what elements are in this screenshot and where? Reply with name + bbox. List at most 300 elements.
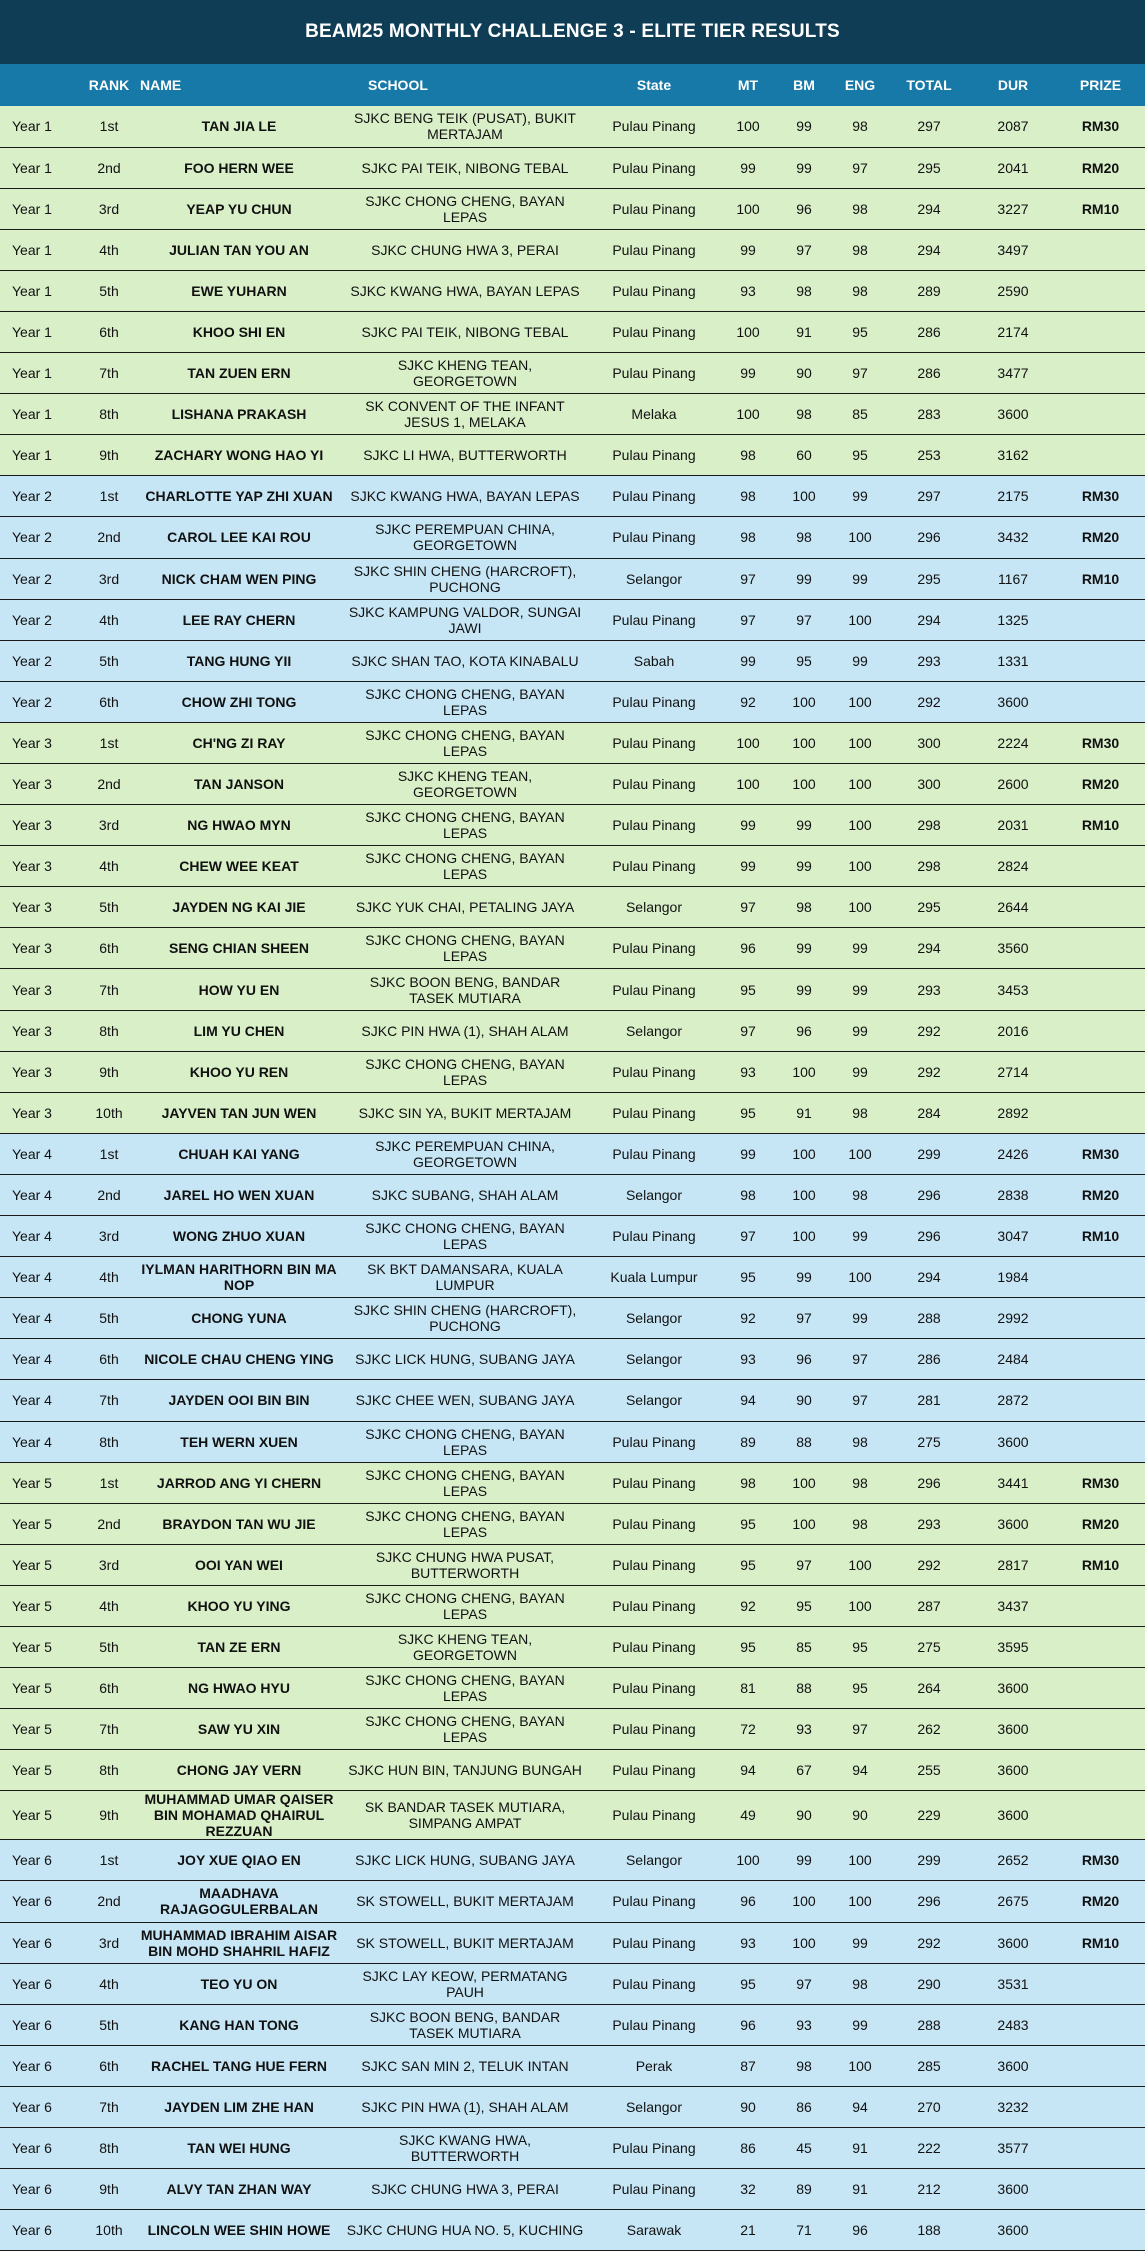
state-cell: Selangor: [625, 2098, 683, 2115]
state-cell: Pulau Pinang: [612, 1680, 696, 1697]
table-row: [0, 1626, 1145, 1667]
bm-cell: 88: [796, 1680, 812, 1697]
name-cell: JOY XUE QIAO EN: [177, 1852, 301, 1869]
table-row: [0, 106, 1145, 147]
school-cell: SJKC YUK CHAI, PETALING JAYA: [355, 899, 575, 916]
dur-cell: 3453: [997, 981, 1029, 998]
header-prize: PRIZE: [1079, 77, 1122, 93]
prize-cell: [1056, 2004, 1145, 2045]
eng-cell: 100: [848, 1597, 872, 1614]
dur-cell: 3600: [997, 1762, 1029, 1779]
rank-cell: 5th: [99, 282, 119, 299]
name-cell: MUHAMMAD UMAR QAISER BIN MOHAMAD QHAIRUL REZZUAN: [144, 1791, 334, 1840]
total-cell: 294: [917, 241, 941, 258]
table-row: [0, 969, 1145, 1010]
prize-cell: [1056, 1380, 1145, 1421]
mt-cell: 100: [736, 1852, 760, 1869]
bm-cell: 99: [796, 1852, 812, 1869]
table-row: [0, 1668, 1145, 1709]
dur-cell: 2644: [997, 899, 1029, 916]
prize-cell: [1056, 353, 1145, 394]
school-cell: SJKC CHONG CHENG, BAYAN LEPAS: [365, 1055, 565, 1088]
rank-cell: 1st: [99, 488, 119, 505]
results-table: [0, 64, 1145, 2251]
dur-cell: 3577: [997, 2140, 1029, 2157]
eng-cell: 95: [852, 447, 868, 464]
eng-cell: 99: [852, 1022, 868, 1039]
rank-cell: 2nd: [97, 1515, 121, 1532]
prize-cell: [1056, 1421, 1145, 1462]
bm-cell: 93: [796, 2016, 812, 2033]
eng-cell: 97: [852, 365, 868, 382]
school-cell: SJKC CHONG CHENG, BAYAN LEPAS: [365, 726, 565, 759]
year-cell: Year 3: [12, 734, 52, 751]
total-cell: 294: [917, 1269, 941, 1286]
rank-cell: 3rd: [98, 570, 120, 587]
mt-cell: 96: [740, 940, 756, 957]
name-cell: WONG ZHUO XUAN: [172, 1228, 306, 1245]
state-cell: Pulau Pinang: [612, 200, 696, 217]
table-row: [0, 1585, 1145, 1626]
table-row: [0, 640, 1145, 681]
bm-cell: 100: [792, 488, 816, 505]
rank-cell: 1st: [99, 734, 119, 751]
prize-cell: RM20: [1081, 776, 1120, 793]
state-cell: Pulau Pinang: [612, 981, 696, 998]
mt-cell: 97: [740, 611, 756, 628]
mt-cell: 98: [740, 447, 756, 464]
dur-cell: 2817: [997, 1556, 1029, 1573]
dur-cell: 2031: [997, 817, 1029, 834]
total-cell: 292: [917, 693, 941, 710]
total-cell: 285: [917, 2057, 941, 2074]
rank-cell: 7th: [99, 365, 119, 382]
bm-cell: 96: [796, 1022, 812, 1039]
total-cell: 270: [917, 2098, 941, 2115]
bm-cell: 90: [796, 1392, 812, 1409]
eng-cell: 100: [848, 734, 872, 751]
prize-cell: [1056, 1092, 1145, 1133]
prize-cell: [1056, 2128, 1145, 2169]
state-cell: Pulau Pinang: [612, 858, 696, 875]
dur-cell: 3437: [997, 1597, 1029, 1614]
table-row: [0, 1051, 1145, 1092]
dur-cell: 3600: [997, 2222, 1029, 2239]
name-cell: NICOLE CHAU CHENG YING: [144, 1351, 334, 1368]
table-row: [0, 722, 1145, 763]
eng-cell: 100: [848, 1145, 872, 1162]
total-cell: 298: [917, 817, 941, 834]
dur-cell: 3600: [997, 2057, 1029, 2074]
year-cell: Year 5: [12, 1474, 52, 1491]
school-cell: SJKC SHIN CHENG (HARCROFT), PUCHONG: [353, 1302, 577, 1335]
bm-cell: 100: [792, 693, 816, 710]
name-cell: CHARLOTTE YAP ZHI XUAN: [145, 488, 333, 505]
year-cell: Year 2: [12, 693, 52, 710]
name-cell: TAN ZUEN ERN: [187, 365, 291, 382]
school-cell: SJKC PEREMPUAN CHINA, GEORGETOWN: [375, 521, 555, 554]
state-cell: Selangor: [625, 1310, 683, 1327]
mt-cell: 96: [740, 2016, 756, 2033]
name-cell: JAYDEN NG KAI JIE: [172, 899, 306, 916]
school-cell: SJKC CHONG CHENG, BAYAN LEPAS: [365, 1220, 565, 1253]
state-cell: Pulau Pinang: [612, 1063, 696, 1080]
school-cell: SK BANDAR TASEK MUTIARA, SIMPANG AMPAT: [364, 1799, 566, 1832]
state-cell: Pulau Pinang: [612, 1228, 696, 1245]
year-cell: Year 6: [12, 1893, 52, 1910]
year-cell: Year 2: [12, 652, 52, 669]
total-cell: 212: [917, 2181, 941, 2198]
year-cell: Year 6: [12, 2140, 52, 2157]
prize-cell: RM30: [1081, 488, 1120, 505]
prize-cell: [1056, 2210, 1145, 2251]
dur-cell: 2175: [997, 488, 1029, 505]
prize-cell: [1056, 928, 1145, 969]
school-cell: SJKC SAN MIN 2, TELUK INTAN: [361, 2057, 569, 2074]
dur-cell: 3560: [997, 940, 1029, 957]
year-cell: Year 4: [12, 1351, 52, 1368]
state-cell: Pulau Pinang: [612, 1556, 696, 1573]
bm-cell: 98: [796, 406, 812, 423]
name-cell: TEH WERN XUEN: [180, 1433, 298, 1450]
school-cell: SJKC CHEE WEN, SUBANG JAYA: [355, 1392, 575, 1409]
eng-cell: 99: [852, 2016, 868, 2033]
year-cell: Year 4: [12, 1186, 52, 1203]
name-cell: TAN JANSON: [194, 776, 284, 793]
rank-cell: 4th: [99, 1975, 119, 1992]
prize-cell: [1056, 1709, 1145, 1750]
school-cell: SJKC KHENG TEAN, GEORGETOWN: [397, 1631, 533, 1664]
eng-cell: 94: [852, 2098, 868, 2115]
name-cell: NG HWAO HYU: [188, 1680, 290, 1697]
total-cell: 293: [917, 981, 941, 998]
prize-cell: [1056, 969, 1145, 1010]
bm-cell: 60: [796, 447, 812, 464]
mt-cell: 93: [740, 1934, 756, 1951]
total-cell: 296: [917, 1228, 941, 1245]
eng-cell: 91: [852, 2140, 868, 2157]
school-cell: SJKC CHONG CHENG, BAYAN LEPAS: [365, 1713, 565, 1746]
total-cell: 293: [917, 652, 941, 669]
prize-cell: [1056, 681, 1145, 722]
eng-cell: 100: [848, 776, 872, 793]
header-school: SCHOOL: [368, 77, 428, 93]
dur-cell: 2041: [997, 159, 1029, 176]
year-cell: Year 1: [12, 159, 52, 176]
rank-cell: 9th: [99, 1807, 119, 1824]
school-cell: SJKC KWANG HWA, BAYAN LEPAS: [350, 282, 580, 299]
total-cell: 297: [917, 488, 941, 505]
table-row: [0, 1380, 1145, 1421]
eng-cell: 99: [852, 652, 868, 669]
bm-cell: 100: [792, 1145, 816, 1162]
rank-cell: 2nd: [97, 529, 121, 546]
prize-cell: RM30: [1081, 734, 1120, 751]
total-cell: 294: [917, 940, 941, 957]
rank-cell: 4th: [99, 241, 119, 258]
bm-cell: 99: [796, 118, 812, 135]
table-row: [0, 928, 1145, 969]
name-cell: RACHEL TANG HUE FERN: [150, 2057, 328, 2074]
name-cell: ALVY TAN ZHAN WAY: [166, 2181, 312, 2198]
bm-cell: 100: [792, 1063, 816, 1080]
eng-cell: 95: [852, 1680, 868, 1697]
school-cell: SJKC KWANG HWA, BAYAN LEPAS: [350, 488, 580, 505]
header-rank: RANK: [88, 77, 130, 93]
table-row: [0, 2210, 1145, 2251]
eng-cell: 100: [848, 693, 872, 710]
state-cell: Pulau Pinang: [612, 940, 696, 957]
rank-cell: 6th: [99, 940, 119, 957]
eng-cell: 100: [848, 1893, 872, 1910]
total-cell: 290: [917, 1975, 941, 1992]
total-cell: 292: [917, 1934, 941, 1951]
year-cell: Year 1: [12, 241, 52, 258]
name-cell: ZACHARY WONG HAO YI: [154, 447, 324, 464]
table-row: [0, 1298, 1145, 1339]
state-cell: Pulau Pinang: [612, 734, 696, 751]
rank-cell: 7th: [99, 1721, 119, 1738]
school-cell: SJKC BOON BENG, BANDAR TASEK MUTIARA: [369, 973, 561, 1006]
rank-cell: 6th: [99, 324, 119, 341]
eng-cell: 99: [852, 981, 868, 998]
dur-cell: 2838: [997, 1186, 1029, 1203]
table-row: [0, 1963, 1145, 2004]
bm-cell: 99: [796, 570, 812, 587]
total-cell: 288: [917, 1310, 941, 1327]
state-cell: Pulau Pinang: [612, 1639, 696, 1656]
school-cell: SJKC CHONG CHENG, BAYAN LEPAS: [365, 1425, 565, 1458]
dur-cell: 1167: [997, 570, 1029, 587]
total-cell: 299: [917, 1852, 941, 1869]
total-cell: 292: [917, 1063, 941, 1080]
table-row: [0, 681, 1145, 722]
name-cell: JAYDEN LIM ZHE HAN: [164, 2098, 314, 2115]
year-cell: Year 5: [12, 1721, 52, 1738]
table-row: [0, 846, 1145, 887]
table-body: [0, 106, 1145, 2251]
bm-cell: 100: [792, 734, 816, 751]
bm-cell: 98: [796, 899, 812, 916]
mt-cell: 96: [740, 1893, 756, 1910]
year-cell: Year 3: [12, 981, 52, 998]
table-row: [0, 1881, 1145, 1922]
header-total: TOTAL: [906, 77, 952, 93]
state-cell: Selangor: [625, 1392, 683, 1409]
dur-cell: 2600: [997, 776, 1029, 793]
bm-cell: 97: [796, 1975, 812, 1992]
year-cell: Year 3: [12, 776, 52, 793]
school-cell: SJKC CHUNG HWA 3, PERAI: [371, 2181, 559, 2198]
school-cell: SJKC PAI TEIK, NIBONG TEBAL: [361, 324, 569, 341]
name-cell: OOI YAN WEI: [195, 1556, 283, 1573]
state-cell: Pulau Pinang: [612, 118, 696, 135]
prize-cell: RM30: [1081, 1474, 1120, 1491]
eng-cell: 99: [852, 488, 868, 505]
table-row: [0, 476, 1145, 517]
rank-cell: 8th: [99, 406, 119, 423]
state-cell: Pulau Pinang: [612, 1721, 696, 1738]
eng-cell: 97: [852, 159, 868, 176]
table-row: [0, 2086, 1145, 2127]
table-row: [0, 2045, 1145, 2086]
school-cell: SJKC KAMPUNG VALDOR, SUNGAI JAWI: [348, 603, 582, 636]
table-row: [0, 2169, 1145, 2210]
state-cell: Selangor: [625, 1852, 683, 1869]
name-cell: JAYDEN OOI BIN BIN: [168, 1392, 310, 1409]
year-cell: Year 1: [12, 324, 52, 341]
dur-cell: 2714: [997, 1063, 1029, 1080]
mt-cell: 100: [736, 406, 760, 423]
total-cell: 286: [917, 365, 941, 382]
prize-cell: [1056, 640, 1145, 681]
name-cell: NG HWAO MYN: [187, 817, 291, 834]
rank-cell: 3rd: [98, 1934, 120, 1951]
rank-cell: 6th: [99, 693, 119, 710]
bm-cell: 97: [796, 611, 812, 628]
eng-cell: 98: [852, 118, 868, 135]
state-cell: Sabah: [633, 652, 675, 669]
total-cell: 295: [917, 570, 941, 587]
year-cell: Year 6: [12, 2016, 52, 2033]
total-cell: 296: [917, 1474, 941, 1491]
mt-cell: 99: [740, 159, 756, 176]
mt-cell: 92: [740, 1310, 756, 1327]
name-cell: BRAYDON TAN WU JIE: [162, 1515, 316, 1532]
name-cell: KHOO YU REN: [189, 1063, 289, 1080]
prize-cell: [1056, 599, 1145, 640]
mt-cell: 97: [740, 1022, 756, 1039]
school-cell: SJKC KHENG TEAN, GEORGETOWN: [397, 768, 533, 801]
mt-cell: 97: [740, 1228, 756, 1245]
total-cell: 253: [917, 447, 941, 464]
prize-cell: [1056, 1585, 1145, 1626]
dur-cell: 2824: [997, 858, 1029, 875]
table-row: [0, 2004, 1145, 2045]
total-cell: 286: [917, 1351, 941, 1368]
dur-cell: 2892: [997, 1104, 1029, 1121]
school-cell: SJKC CHUNG HWA 3, PERAI: [371, 241, 559, 258]
total-cell: 222: [917, 2140, 941, 2157]
bm-cell: 98: [796, 529, 812, 546]
eng-cell: 100: [848, 858, 872, 875]
rank-cell: 1st: [99, 1852, 119, 1869]
name-cell: JULIAN TAN YOU AN: [169, 241, 309, 258]
name-cell: EWE YUHARN: [191, 282, 287, 299]
state-cell: Pulau Pinang: [612, 776, 696, 793]
name-cell: CHONG JAY VERN: [176, 1762, 302, 1779]
mt-cell: 97: [740, 570, 756, 587]
table-row: [0, 229, 1145, 270]
total-cell: 298: [917, 858, 941, 875]
state-cell: Pulau Pinang: [612, 529, 696, 546]
bm-cell: 100: [792, 1474, 816, 1491]
prize-cell: [1056, 1298, 1145, 1339]
name-cell: FOO HERN WEE: [184, 159, 294, 176]
state-cell: Pulau Pinang: [612, 2181, 696, 2198]
prize-cell: RM20: [1081, 1515, 1120, 1532]
rank-cell: 8th: [99, 2140, 119, 2157]
table-row: [0, 517, 1145, 558]
rank-cell: 9th: [99, 1063, 119, 1080]
state-cell: Sarawak: [626, 2222, 682, 2239]
name-cell: LISHANA PRAKASH: [171, 406, 307, 423]
mt-cell: 95: [740, 1556, 756, 1573]
table-row: [0, 2128, 1145, 2169]
table-row: [0, 805, 1145, 846]
table-row: [0, 1503, 1145, 1544]
school-cell: SJKC CHONG CHENG, BAYAN LEPAS: [365, 1507, 565, 1540]
table-row: [0, 353, 1145, 394]
state-cell: Pulau Pinang: [612, 1145, 696, 1162]
name-cell: IYLMAN HARITHORN BIN MA NOP: [141, 1261, 337, 1294]
total-cell: 299: [917, 1145, 941, 1162]
prize-cell: [1056, 1668, 1145, 1709]
bm-cell: 85: [796, 1639, 812, 1656]
eng-cell: 94: [852, 1762, 868, 1779]
total-cell: 286: [917, 324, 941, 341]
mt-cell: 98: [740, 488, 756, 505]
eng-cell: 100: [848, 1269, 872, 1286]
school-cell: SJKC CHONG CHENG, BAYAN LEPAS: [365, 932, 565, 965]
mt-cell: 99: [740, 858, 756, 875]
rank-cell: 5th: [99, 2016, 119, 2033]
header-row: [0, 64, 1145, 106]
state-cell: Selangor: [625, 570, 683, 587]
total-cell: 300: [917, 776, 941, 793]
year-cell: Year 6: [12, 2098, 52, 2115]
name-cell: TAN WEI HUNG: [187, 2140, 291, 2157]
dur-cell: 1325: [997, 611, 1029, 628]
school-cell: SJKC CHONG CHENG, BAYAN LEPAS: [365, 1589, 565, 1622]
eng-cell: 99: [852, 1310, 868, 1327]
rank-cell: 5th: [99, 1639, 119, 1656]
bm-cell: 88: [796, 1433, 812, 1450]
dur-cell: 2652: [997, 1852, 1029, 1869]
rank-cell: 8th: [99, 1762, 119, 1779]
eng-cell: 99: [852, 570, 868, 587]
prize-cell: [1056, 887, 1145, 928]
dur-cell: 3600: [997, 1807, 1029, 1824]
total-cell: 288: [917, 2016, 941, 2033]
total-cell: 289: [917, 282, 941, 299]
bm-cell: 96: [796, 1351, 812, 1368]
total-cell: 300: [917, 734, 941, 751]
eng-cell: 100: [848, 899, 872, 916]
eng-cell: 95: [852, 324, 868, 341]
bm-cell: 99: [796, 858, 812, 875]
rank-cell: 6th: [99, 1351, 119, 1368]
table-row: [0, 1709, 1145, 1750]
rank-cell: 5th: [99, 652, 119, 669]
page-title: BEAM25 MONTHLY CHALLENGE 3 - ELITE TIER RESULTS: [0, 0, 1145, 64]
state-cell: Pulau Pinang: [612, 1433, 696, 1450]
prize-cell: [1056, 1791, 1145, 1840]
mt-cell: 92: [740, 1597, 756, 1614]
bm-cell: 98: [796, 282, 812, 299]
total-cell: 229: [917, 1807, 941, 1824]
table-row: [0, 394, 1145, 435]
dur-cell: 1331: [997, 652, 1029, 669]
prize-cell: RM20: [1081, 1186, 1120, 1203]
bm-cell: 100: [792, 776, 816, 793]
header-bm: BM: [793, 77, 815, 93]
year-cell: Year 4: [12, 1269, 52, 1286]
dur-cell: 3600: [997, 1433, 1029, 1450]
dur-cell: 3600: [997, 1721, 1029, 1738]
mt-cell: 95: [740, 1104, 756, 1121]
school-cell: SJKC CHONG CHENG, BAYAN LEPAS: [365, 850, 565, 883]
